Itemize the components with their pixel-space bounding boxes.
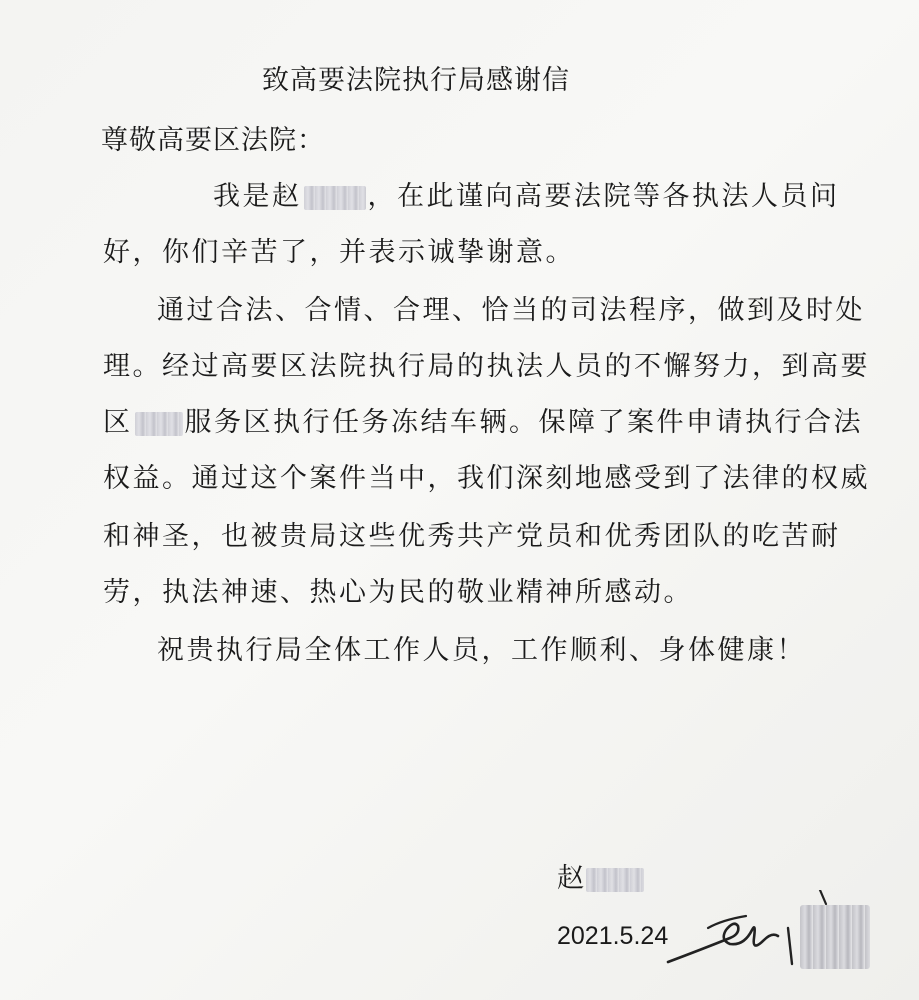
letter-salutation: 尊敬高要区法院： — [101, 125, 325, 156]
paragraph-1-line-1 — [213, 174, 840, 213]
paragraph-3-line-1: 祝贵执行局全体工作人员，工作顺利、身体健康！ — [157, 635, 806, 666]
paragraph-2-line-3 — [103, 400, 863, 439]
paragraph-2-line-6: 劳，执法神速、热心为民的敬业精神所感动。 — [103, 577, 693, 608]
paragraph-2-line-2: 理。经过高要区法院执行局的执法人员的不懈努力，到高要 — [103, 351, 870, 382]
signature-surname: 赵 — [557, 863, 584, 894]
handwritten-signature — [660, 890, 910, 980]
paragraph-2-line-4: 权益。通过这个案件当中，我们深刻地感受到了法律的权威 — [103, 463, 870, 494]
paragraph-1-line-2: 好，你们辛苦了，并表示诚挚谢意。 — [103, 237, 575, 268]
redacted-signature-mark — [800, 905, 870, 969]
redacted-place — [135, 412, 183, 436]
signature-date: 2021.5.24 — [557, 922, 669, 950]
redacted-signature-name — [586, 868, 644, 892]
text-segment: 服务区执行任务冻结车辆。保障了案件申请执行合法 — [184, 407, 863, 438]
letter-title: 致高要法院执行局感谢信 — [262, 65, 570, 96]
text-segment: 区 — [103, 407, 133, 438]
paragraph-2-line-1: 通过合法、合情、合理、恰当的司法程序，做到及时处 — [157, 295, 865, 326]
redacted-name — [304, 186, 366, 210]
paragraph-2-line-5: 和神圣，也被贵局这些优秀共产党员和优秀团队的吃苦耐 — [103, 521, 841, 552]
text-segment: ，在此谨向高要法院等各执法人员问 — [367, 181, 840, 212]
signature-name — [557, 856, 646, 895]
text-segment: 我是赵 — [213, 181, 302, 212]
